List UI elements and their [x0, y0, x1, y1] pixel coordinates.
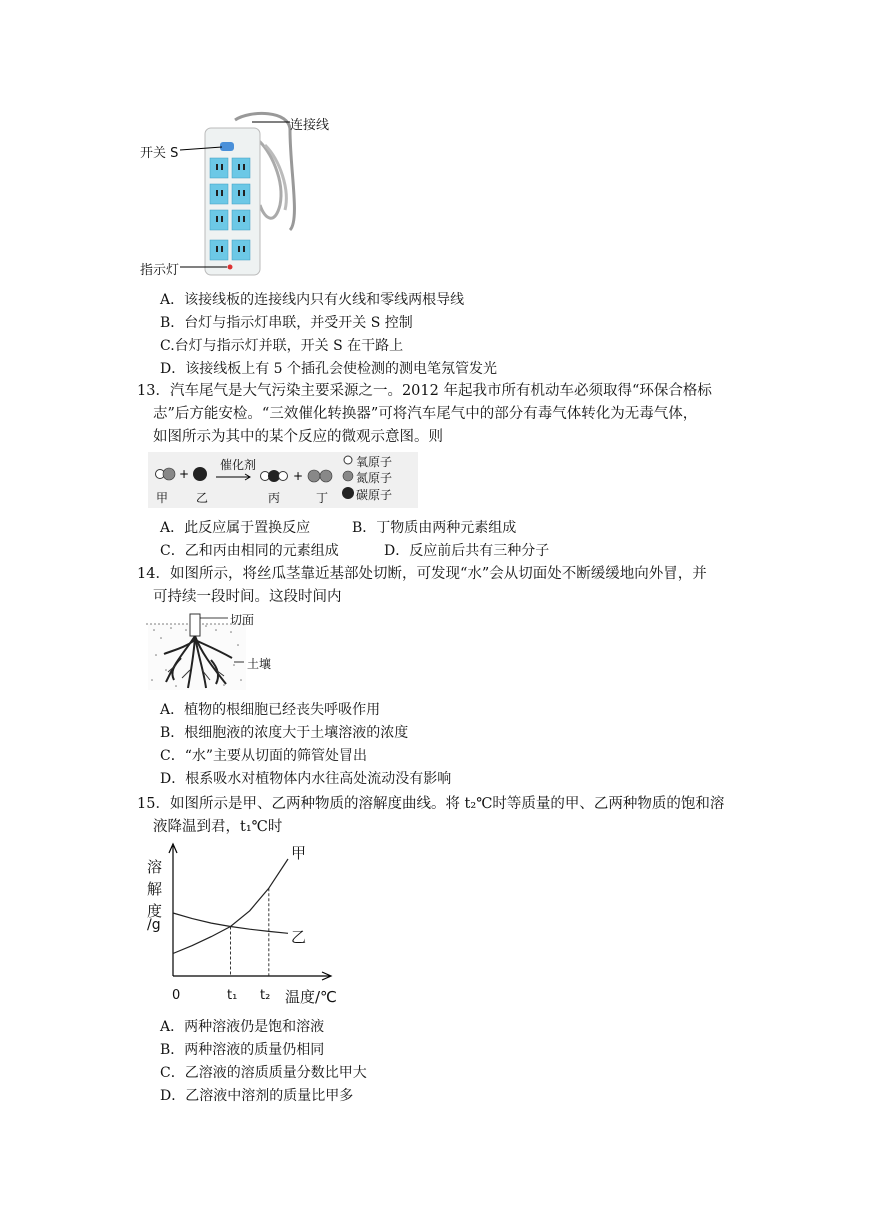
- q15-stem-line1: 15．如图所示是甲、乙两种物质的溶解度曲线。将 t₂℃时等质量的甲、乙两种物质的饱和溶: [137, 796, 725, 812]
- q12-option-c: C.台灯与指示灯并联，开关 S 在干路上: [160, 338, 404, 354]
- q13-option-b: B．丁物质由两种元素组成: [352, 520, 517, 536]
- legend-carbon: 碳原子: [356, 488, 393, 502]
- series-label-yi: 乙: [291, 928, 307, 946]
- y-label-char-2: 解: [147, 880, 163, 898]
- reaction-label-yi: 乙: [196, 491, 209, 505]
- q15-option-a: A．两种溶液仍是饱和溶液: [160, 1019, 325, 1035]
- q14-option-c: C．“水”主要从切面的筛管处冒出: [160, 748, 368, 764]
- q14-stem-line1: 14．如图所示，将丝瓜茎靠近基部处切断，可发现“水”会从切面处不断缓缓地向外冒，并: [137, 566, 707, 582]
- q14-stem-line2: 可持续一段时间。这段时间内: [153, 589, 342, 605]
- label-switch-s: 开关 S: [140, 146, 179, 161]
- q13-option-c: C．乙和丙由相同的元素组成: [160, 543, 339, 559]
- x-axis-label: 温度/℃: [285, 988, 337, 1006]
- switch-s: [220, 142, 234, 151]
- q12-option-d: D．该接线板上有 5 个插孔会使检测的测电笔氖管发光: [160, 361, 498, 377]
- label-soil: 土壤: [247, 657, 272, 671]
- solubility-chart-svg: [140, 838, 370, 1010]
- q13-option-a: A．此反应属于置换反应: [160, 520, 311, 536]
- x-tick-t1: t₁: [227, 988, 238, 1003]
- power-strip-image: [140, 110, 350, 280]
- q15-option-d: D．乙溶液中溶剂的质量比甲多: [160, 1088, 354, 1104]
- reaction-label-bing: 丙: [268, 491, 281, 505]
- legend-oxygen: 氧原子: [356, 455, 393, 469]
- q15-option-c: C．乙溶液的溶质质量分数比甲大: [160, 1065, 367, 1081]
- reaction-label-ding: 丁: [316, 491, 329, 505]
- reaction-catalyst: 催化剂: [220, 458, 257, 472]
- label-cut-surface: 切面: [230, 613, 255, 627]
- x-origin-label: 0: [172, 988, 181, 1003]
- q13-option-d: D．反应前后共有三种分子: [384, 543, 550, 559]
- q13-stem-line3: 如图所示为其中的某个反应的微观示意图。则: [153, 429, 443, 445]
- label-connect-wire: 连接线: [290, 118, 330, 133]
- svg-text:+: +: [293, 469, 304, 483]
- q12-option-a: A．该接线板的连接线内只有火线和零线两根导线: [160, 292, 465, 308]
- q14-option-b: B．根细胞液的浓度大于土壤溶液的浓度: [160, 725, 409, 741]
- q13-stem-line2: 志”后方能安检。“三效催化转换器”可将汽车尾气中的部分有毒气体转化为无毒气体，: [153, 406, 698, 422]
- indicator-lamp: [228, 265, 233, 270]
- q15-option-b: B．两种溶液的质量仍相同: [160, 1042, 325, 1058]
- q12-option-b: B．台灯与指示灯串联，并受开关 S 控制: [160, 315, 413, 331]
- reaction-label-jia: 甲: [156, 491, 169, 505]
- y-label-char-3: 度: [147, 902, 163, 920]
- legend-nitrogen: 氮原子: [356, 471, 393, 485]
- series-label-jia: 甲: [291, 844, 307, 862]
- y-label-char-4: /g: [147, 917, 161, 933]
- root-soil-image: [146, 610, 286, 692]
- q14-option-d: D．根系吸水对植物体内水往高处流动没有影响: [160, 771, 452, 787]
- q15-stem-line2: 液降温到君，t₁℃时: [153, 819, 283, 835]
- label-indicator: 指示灯: [140, 263, 180, 278]
- y-label-char-1: 溶: [147, 858, 163, 876]
- series-line-yi: [173, 913, 288, 933]
- q13-stem-line1: 13．汽车尾气是大气污染主要采源之一。2012 年起我市所有机动车必须取得“环保合格标: [137, 383, 712, 399]
- svg-text:+: +: [179, 467, 190, 481]
- x-tick-t2: t₂: [260, 988, 271, 1003]
- q14-option-a: A．植物的根细胞已经丧失呼吸作用: [160, 702, 381, 718]
